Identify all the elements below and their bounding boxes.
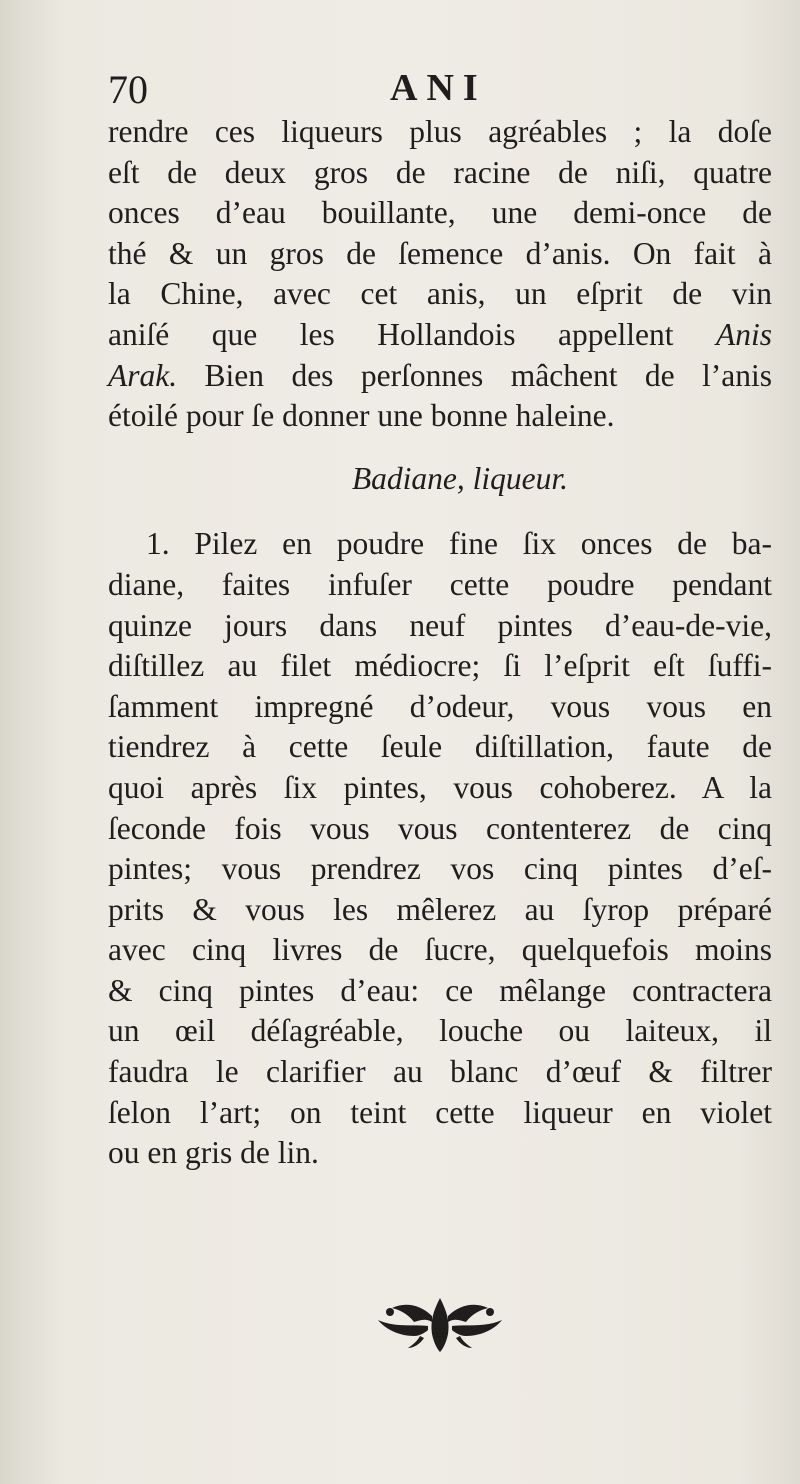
text-line: ſamment impregné d’odeur, vous vous en	[108, 688, 772, 724]
text-block	[108, 112, 772, 1174]
text-line: un œil déſagréable, louche ou laiteux, il	[108, 1013, 772, 1049]
section-title: Badiane, liqueur.	[351, 460, 569, 496]
text-line: faudra le clarifier au blanc d’œuf & filtrer	[108, 1054, 772, 1090]
page-header	[108, 66, 778, 116]
text-line: diane, faites infuſer cette poudre pendant	[108, 566, 772, 602]
text-line: onces d’eau bouillante, une demi-once de	[108, 195, 772, 231]
text-line: diſtillez au filet médiocre; ſi l’eſprit eſt ſuffi-	[108, 648, 772, 684]
italic-word: Arak.	[108, 357, 178, 393]
text-line: rendre ces liqueurs plus agréables ; la doſe	[108, 114, 772, 149]
running-head: ANI	[390, 67, 487, 109]
page-number: 70	[108, 67, 148, 112]
text-line: avec cinq livres de ſucre, quelquefois moins	[108, 932, 772, 968]
text-line: quinze jours dans neuf pintes d’eau-de-vie,	[108, 607, 772, 643]
text-line: quoi après ſix pintes, vous cohoberez. A la	[108, 769, 772, 805]
text-line: pintes; vous prendrez vos cinq pintes d’eſ-	[108, 851, 772, 887]
text-line: eſt de deux gros de racine de niſi, quatre	[108, 154, 772, 190]
text-line: thé & un gros de ſemence d’anis. On fait à	[108, 235, 772, 271]
text-line: 1. Pilez en poudre fine ſix onces de ba-	[146, 526, 772, 562]
text-line: Arak. Bien des perſonnes mâchent de l’anis	[108, 357, 772, 393]
text-line: prits & vous les mêlerez au ſyrop préparé	[108, 891, 772, 927]
italic-word: Anis	[715, 316, 772, 352]
paragraph-intro	[108, 112, 772, 437]
fleuron-ornament-icon	[370, 1290, 510, 1354]
text-line: ſeconde fois vous vous contenterez de cinq	[108, 810, 772, 846]
text-line: étoilé pour ſe donner une bonne haleine.	[108, 398, 615, 434]
text-line: aniſé que les Hollandois appellent Anis	[108, 316, 772, 352]
text-line: tiendrez à cette ſeule diſtillation, faute de	[108, 729, 772, 765]
paragraph-recipe	[108, 524, 772, 1174]
text-line: la Chine, avec cet anis, un eſprit de vin	[108, 276, 772, 312]
text-line: ſelon l’art; on teint cette liqueur en violet	[108, 1094, 772, 1130]
text-line: & cinq pintes d’eau: ce mêlange contractera	[108, 972, 772, 1008]
text-line: ou en gris de lin.	[108, 1135, 319, 1171]
